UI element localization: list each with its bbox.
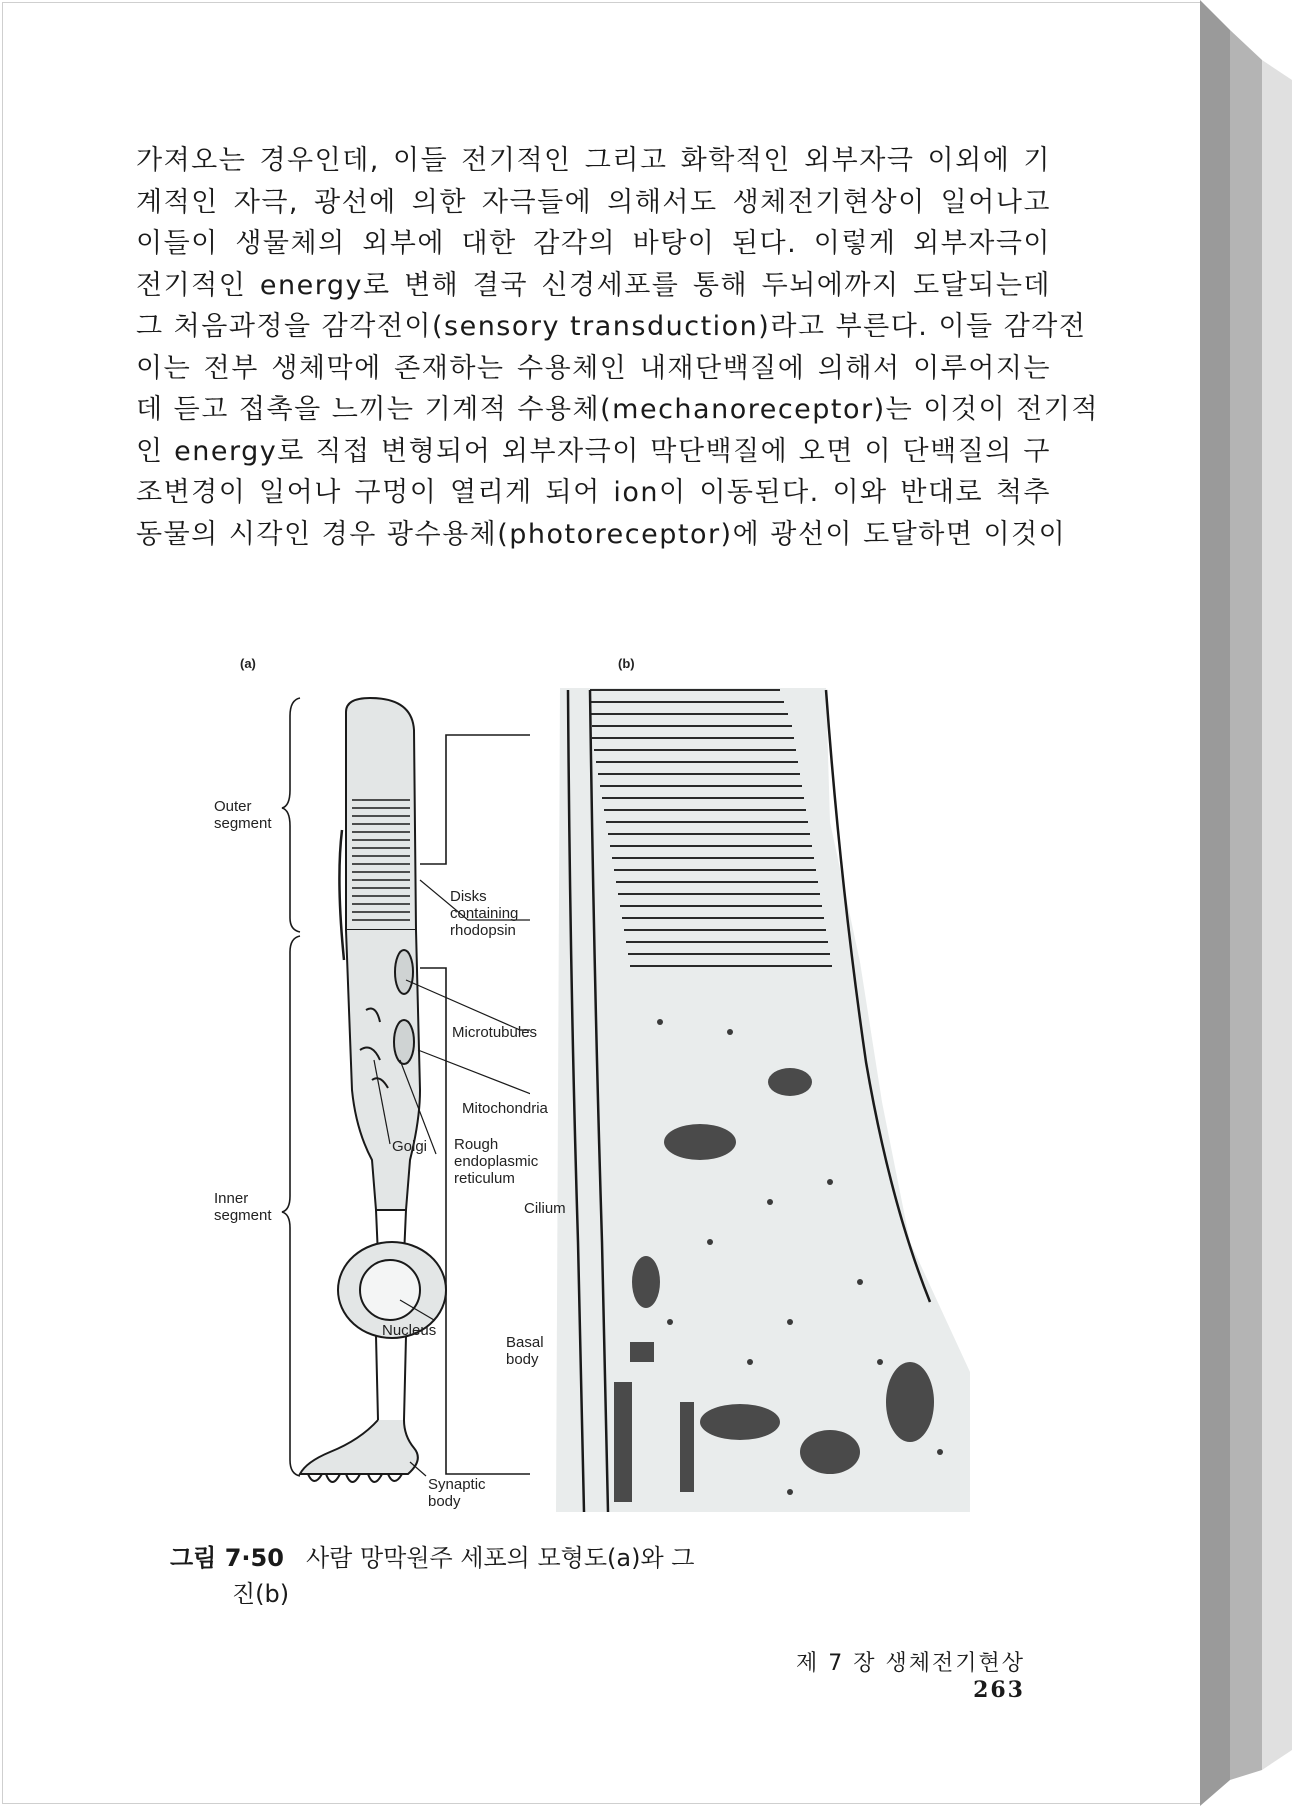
figure-caption bbox=[170, 1540, 760, 1612]
body-line: 전기적인 energy로 변해 결국 신경세포를 통해 두뇌에까지 도달되는데 bbox=[136, 269, 1051, 301]
mitochondria-label: Mitochondria bbox=[462, 1100, 548, 1117]
cilium-label: Cilium bbox=[524, 1200, 566, 1217]
panel-b-label: (b) bbox=[618, 656, 635, 671]
synaptic-body-label: Synaptic body bbox=[428, 1476, 486, 1510]
rod-cell-micrograph bbox=[530, 682, 970, 1512]
nucleus-label: Nucleus bbox=[382, 1322, 437, 1339]
body-line: 가져오는 경우인데, 이들 전기적인 그리고 화학적인 외부자극 이외에 기 bbox=[136, 145, 1051, 176]
body-line: 그 처음과정을 감각전이(sensory transduction)라고 부른다. 이들 감각전 bbox=[136, 311, 1087, 342]
chapter-title: 제 7 장 생체전기현상 bbox=[796, 1651, 1025, 1676]
inner-segment-label: Inner segment bbox=[214, 1190, 272, 1224]
body-line: 이는 전부 생체막에 존재하는 수용체인 내재단백질에 의해서 이루어지는 bbox=[136, 352, 1051, 384]
running-footer bbox=[735, 1646, 1025, 1703]
caption-line-2: 진(b) bbox=[232, 1580, 290, 1608]
body-line: 계적인 자극, 광선에 의한 자극들에 의해서도 생체전기현상이 일어나고 bbox=[136, 186, 1051, 218]
golgi-label: Golgi bbox=[392, 1138, 428, 1155]
body-line: 동물의 시각인 경우 광수용체(photoreceptor)에 광선이 도달하면 이것이 bbox=[136, 518, 1067, 550]
rough-er-label: Rough endoplasmic reticulum bbox=[454, 1136, 539, 1187]
caption-number: 그림 7·50 bbox=[170, 1544, 284, 1572]
caption-line-1: 사람 망막원주 세포의 모형도(a)와 그 bbox=[305, 1544, 695, 1572]
body-line: 이들이 생물체의 외부에 대한 감각의 바탕이 된다. 이렇게 외부자극이 bbox=[136, 228, 1051, 259]
page-number: 263 bbox=[973, 1677, 1025, 1703]
body-line: 인 energy로 직접 변형되어 외부자극이 막단백질에 오면 이 단백질의 구 bbox=[136, 435, 1051, 467]
outer-segment-label: Outer segment bbox=[214, 798, 272, 832]
disks-label: Disks containing rhodopsin bbox=[450, 888, 519, 939]
basal-body-label: Basal body bbox=[506, 1334, 544, 1368]
body-line: 데 듣고 접촉을 느끼는 기계적 수용체(mechanoreceptor)는 이것이 전기적 bbox=[136, 394, 1099, 425]
panel-a-label: (a) bbox=[240, 656, 256, 671]
microtubules-label: Microtubules bbox=[452, 1024, 538, 1041]
body-line: 조변경이 일어나 구멍이 열리게 되어 ion이 이동된다. 이와 반대로 척추 bbox=[136, 477, 1051, 508]
